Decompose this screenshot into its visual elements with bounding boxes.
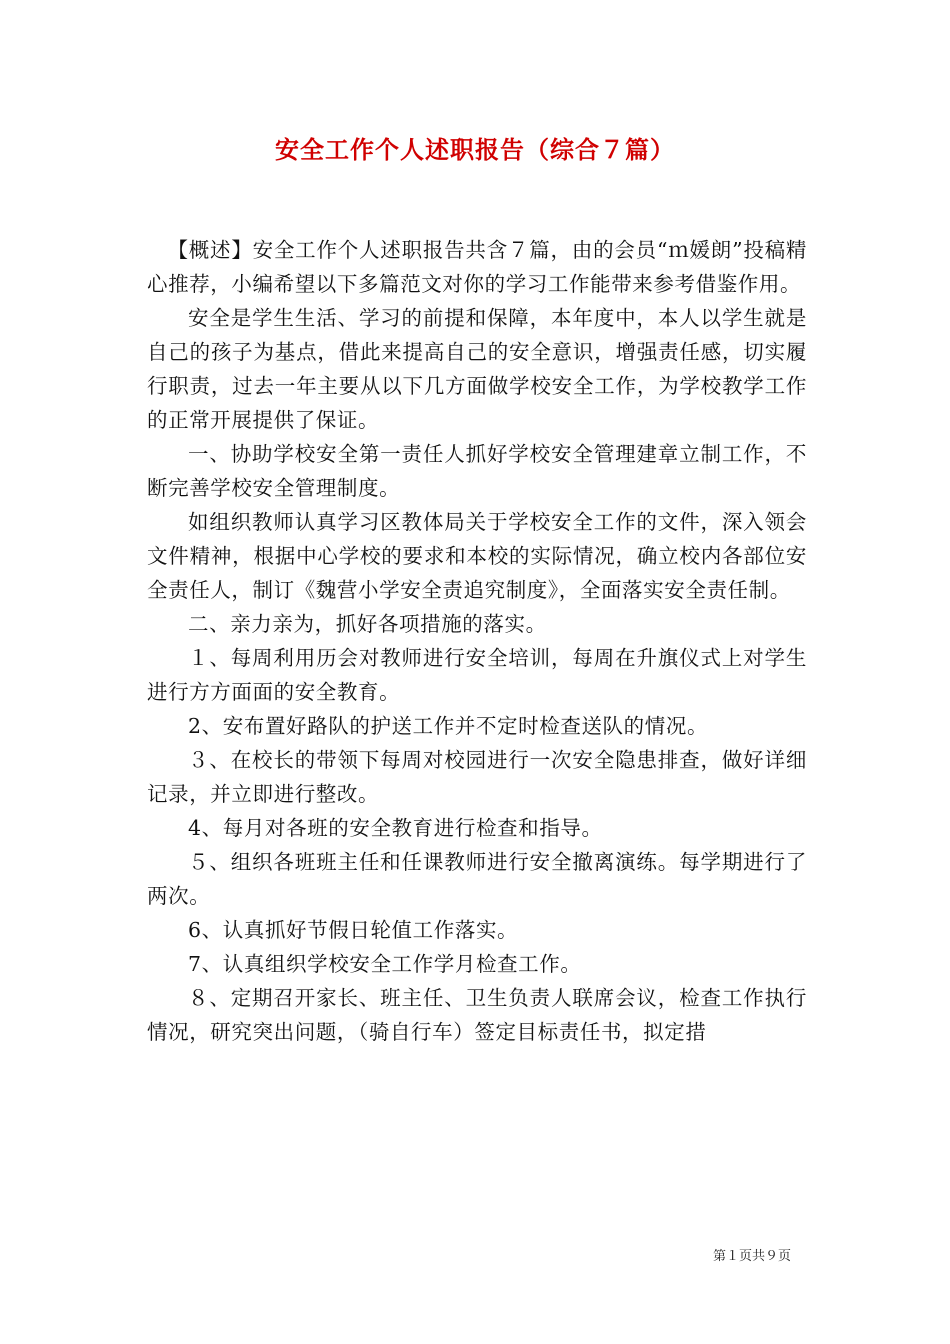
- list-item: 6、认真抓好节假日轮值工作落实。: [188, 918, 519, 942]
- list-item: ５、组织各班班主任和任课教师进行安全撤离演练。每学期进行了两次。: [147, 850, 807, 908]
- document-title: 安全工作个人述职报告（综合７篇）: [275, 135, 675, 164]
- document-body: [147, 233, 807, 1049]
- paragraph-section-2: 二、亲力亲为，抓好各项措施的落实。: [188, 612, 547, 636]
- list-item: １、每周利用历会对教师进行安全培训，每周在升旗仪式上对学生进行方方面面的安全教育。: [147, 646, 807, 704]
- list-item: ８、定期召开家长、班主任、卫生负责人联席会议，检查工作执行情况，研究突出问题，（骑自行车）签定目标责任书，拟定措: [147, 986, 807, 1044]
- list-item: 2、安布置好路队的护送工作并不定时检查送队的情况。: [188, 714, 709, 738]
- list-item: 4、每月对各班的安全教育进行检查和指导。: [188, 816, 603, 840]
- list-item: ３、在校长的带领下每周对校园进行一次安全隐患排查，做好详细记录，并立即进行整改。: [147, 748, 807, 806]
- paragraph-section-1: 一、协助学校安全第一责任人抓好学校安全管理建章立制工作，不断完善学校安全管理制度。: [147, 442, 807, 500]
- paragraph-section-1-detail: 如组织教师认真学习区教体局关于学校安全工作的文件，深入领会文件精神，根据中心学校的要求和本校的实际情况，确立校内各部位安全责任人，制订《魏营小学安全责追究制度》，全面落实安全责任制。: [147, 510, 807, 602]
- list-item: 7、认真组织学校安全工作学月检查工作。: [188, 952, 582, 976]
- page-number: 第１页共９页: [713, 1249, 792, 1264]
- paragraph-summary: 【概述】安全工作个人述职报告共含７篇，由的会员“ｍ媛朗”投稿精心推荐，小编希望以下多篇范文对你的学习工作能带来参考借鉴作用。: [147, 238, 807, 296]
- paragraph-intro: 安全是学生生活、学习的前提和保障，本年度中，本人以学生就是自己的孩子为基点，借此来提高自己的安全意识，增强责任感，切实履行职责，过去一年主要从以下几方面做学校安全工作，为学校教学工作的正常开展提供了保证。: [147, 306, 807, 432]
